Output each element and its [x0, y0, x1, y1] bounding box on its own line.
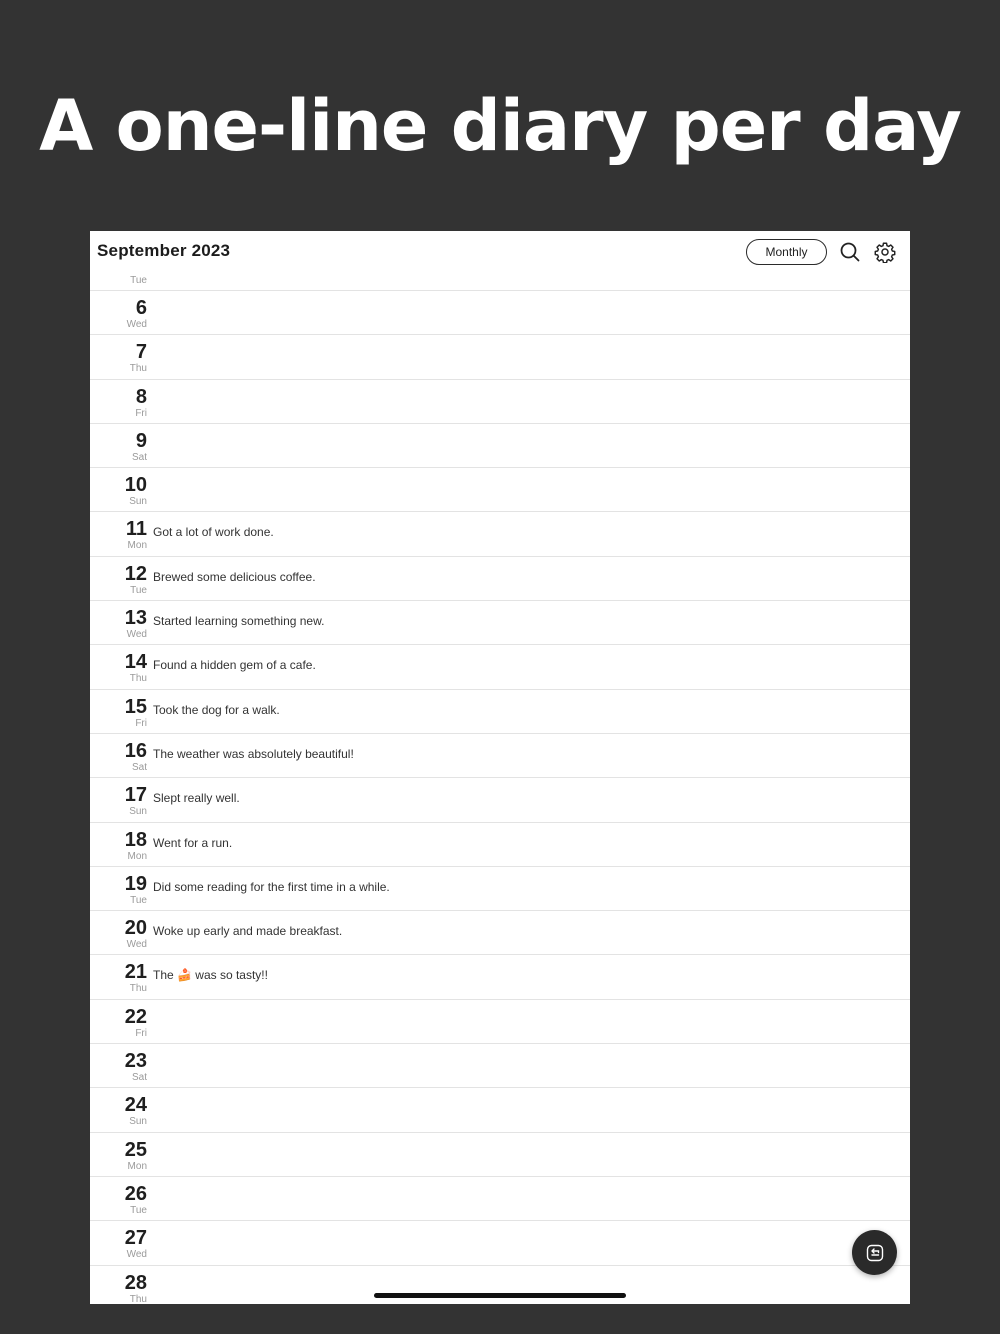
day-row[interactable] [90, 867, 910, 911]
weekday-label: Fri [135, 717, 147, 729]
weekday-label: Sun [129, 1116, 147, 1128]
weekday-label: Tue [130, 584, 147, 596]
day-number: 14 [124, 651, 147, 674]
day-row[interactable] [90, 778, 910, 822]
day-number: 12 [124, 562, 147, 585]
weekday-label: Sun [129, 496, 147, 508]
day-row[interactable] [90, 1133, 910, 1177]
weekday-label: Sat [131, 761, 147, 773]
day-number: 8 [135, 385, 147, 408]
diary-entry: Took the dog for a walk. [153, 702, 280, 717]
weekday-label: Thu [129, 363, 147, 375]
day-row[interactable] [90, 1000, 910, 1044]
day-row[interactable] [90, 690, 910, 734]
weekday-label: Wed [126, 1249, 147, 1261]
day-row[interactable] [90, 1044, 910, 1088]
day-row[interactable] [90, 335, 910, 379]
weekday-label: Thu [129, 673, 147, 685]
day-row[interactable] [90, 955, 910, 999]
day-number: 10 [124, 474, 147, 497]
weekday-label: Mon [127, 540, 147, 552]
diary-entry: Did some reading for the first time in a while. [153, 879, 390, 894]
day-number: 26 [124, 1182, 147, 1205]
day-row[interactable] [90, 424, 910, 468]
monthly-view-button[interactable]: Monthly [746, 239, 827, 265]
day-row[interactable] [90, 911, 910, 955]
month-title[interactable]: September 2023 [97, 241, 231, 260]
weekday-label: Wed [126, 319, 147, 330]
day-row[interactable] [90, 1177, 910, 1221]
weekday-label: Sun [129, 806, 147, 818]
day-number: 21 [124, 961, 147, 984]
day-number: 28 [124, 1271, 147, 1294]
day-number: 19 [124, 872, 147, 895]
day-number: 11 [125, 518, 147, 541]
day-number: 13 [124, 607, 147, 630]
promo-headline: A one-line diary per day [39, 85, 961, 167]
day-row[interactable] [90, 823, 910, 867]
app-screen [90, 231, 910, 1304]
day-number: 20 [124, 917, 147, 940]
day-row[interactable] [90, 1266, 910, 1304]
weekday-label: Sat [131, 1072, 147, 1084]
weekday-label: Sat [131, 451, 147, 463]
day-row[interactable] [90, 512, 910, 556]
return-icon [865, 1243, 885, 1263]
day-row[interactable] [90, 291, 910, 335]
day-number: 25 [124, 1138, 147, 1161]
day-number: 22 [124, 1005, 147, 1028]
weekday-label: Thu [129, 1293, 147, 1304]
day-row[interactable] [90, 1221, 910, 1265]
diary-entry: Went for a run. [153, 835, 233, 850]
day-number: 17 [124, 784, 147, 807]
weekday-label: Tue [130, 275, 147, 286]
day-row[interactable] [90, 468, 910, 512]
day-row[interactable] [90, 380, 910, 424]
diary-entry: Woke up early and made breakfast. [153, 924, 343, 939]
weekday-label: Tue [130, 894, 147, 906]
day-number: 18 [124, 828, 147, 851]
weekday-label: Mon [127, 1160, 147, 1172]
gear-icon[interactable] [874, 241, 896, 263]
diary-entry: The 🍰 was so tasty!! [153, 968, 268, 983]
day-number: 9 [135, 429, 147, 452]
day-number: 6 [135, 297, 147, 319]
day-row-partial [90, 273, 910, 291]
day-row[interactable] [90, 557, 910, 601]
weekday-label: Fri [135, 1027, 147, 1039]
diary-entry: Slept really well. [153, 791, 240, 806]
return-today-button[interactable] [852, 1230, 897, 1275]
diary-entry: Brewed some delicious coffee. [153, 569, 316, 584]
weekday-label: Tue [130, 1204, 147, 1216]
home-indicator [374, 1293, 626, 1298]
diary-entry: Got a lot of work done. [153, 525, 274, 540]
day-number: 16 [124, 739, 147, 762]
weekday-label: Fri [135, 407, 147, 419]
day-number: 15 [124, 695, 147, 718]
day-row[interactable] [90, 1088, 910, 1132]
app-header [90, 231, 910, 273]
day-row[interactable] [90, 734, 910, 778]
weekday-label: Mon [127, 850, 147, 862]
day-number: 24 [124, 1094, 147, 1117]
day-number: 27 [124, 1227, 147, 1250]
diary-entry: Started learning something new. [153, 614, 325, 629]
diary-entry: The weather was absolutely beautiful! [153, 746, 354, 761]
day-row[interactable] [90, 645, 910, 689]
search-icon[interactable] [839, 241, 861, 263]
weekday-label: Thu [129, 983, 147, 995]
diary-entry: Found a hidden gem of a cafe. [153, 658, 316, 673]
day-number: 7 [135, 341, 147, 364]
diary-day-list [90, 291, 910, 1304]
day-number: 23 [124, 1050, 147, 1073]
weekday-label: Wed [126, 939, 147, 951]
day-row[interactable] [90, 601, 910, 645]
weekday-label: Wed [126, 629, 147, 641]
